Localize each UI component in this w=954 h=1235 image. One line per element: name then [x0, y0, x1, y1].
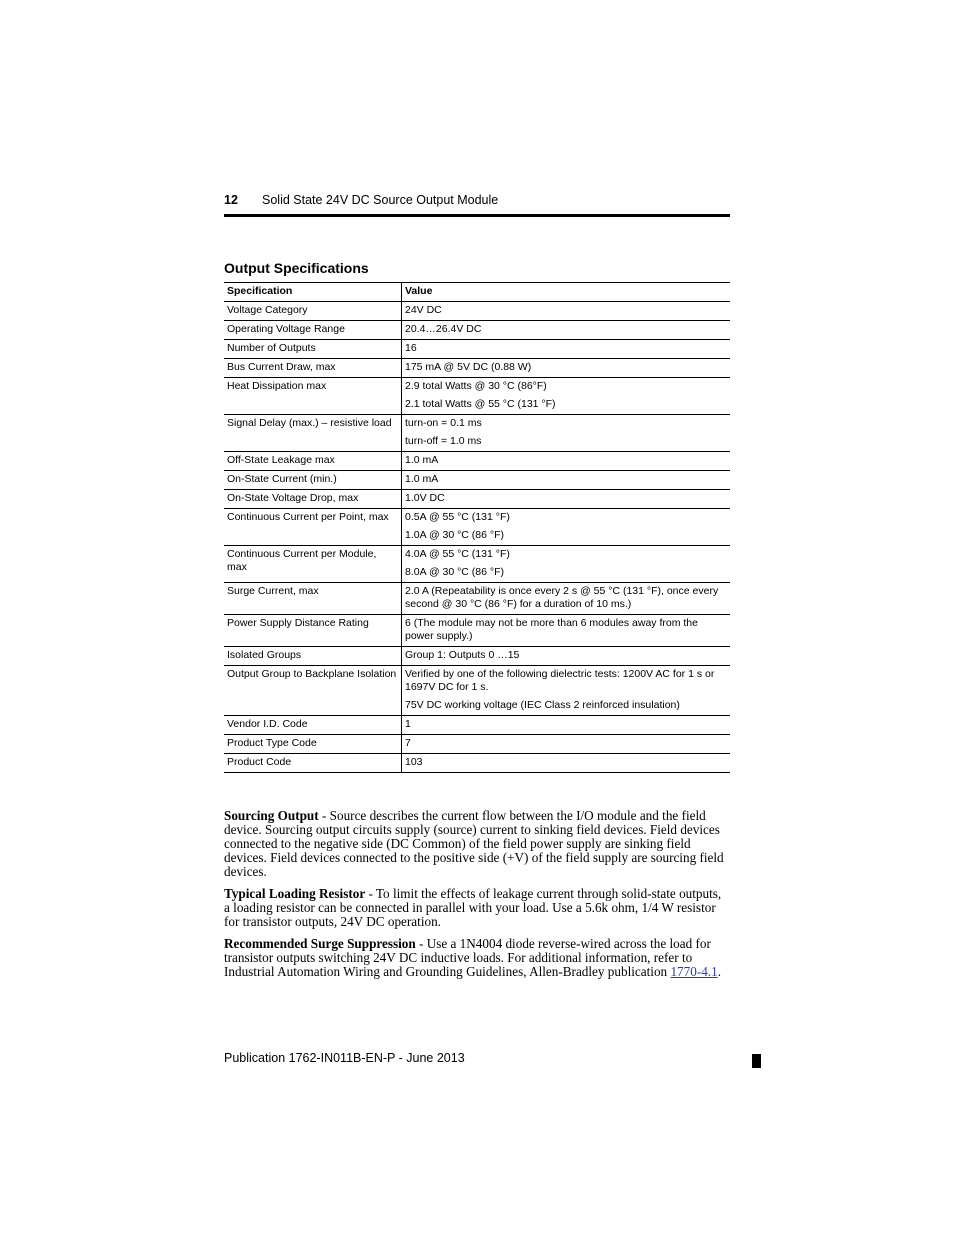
spec-value-line: Verified by one of the following dielectric tests: 1200V AC for 1 s or 1697V DC for 1 s. — [405, 668, 715, 693]
spec-name-cell: Bus Current Draw, max — [224, 359, 402, 378]
spec-value-cell — [402, 415, 731, 452]
table-row — [224, 452, 730, 471]
spec-name-cell: Power Supply Distance Rating — [224, 615, 402, 647]
spec-name-cell: Off-State Leakage max — [224, 452, 402, 471]
spec-name-cell: Output Group to Backplane Isolation — [224, 666, 402, 716]
spec-value-cell — [402, 471, 731, 490]
spec-value-cell — [402, 735, 731, 754]
publication-link[interactable]: 1770-4.1 — [670, 964, 718, 979]
spec-value-line: 1 — [405, 718, 411, 730]
surge-suppression-paragraph — [224, 937, 730, 979]
spec-name-cell: Continuous Current per Point, max — [224, 509, 402, 546]
spec-name-cell: Isolated Groups — [224, 647, 402, 666]
spec-value-line: 2.1 total Watts @ 55 °C (131 °F) — [405, 398, 556, 410]
spec-value-line: 4.0A @ 55 °C (131 °F) — [405, 548, 510, 560]
spec-value-cell — [402, 302, 731, 321]
spec-name-cell: On-State Current (min.) — [224, 471, 402, 490]
spec-value-line: 20.4…26.4V DC — [405, 323, 482, 335]
column-header-value: Value — [402, 283, 731, 302]
spec-value-cell — [402, 490, 731, 509]
spec-value-line: 8.0A @ 30 °C (86 °F) — [405, 566, 505, 578]
spec-value-line: 1.0 mA — [405, 473, 439, 485]
body-text — [224, 809, 730, 987]
table-row — [224, 509, 730, 546]
spec-name-cell: On-State Voltage Drop, max — [224, 490, 402, 509]
specifications-table — [224, 282, 730, 773]
header-title: Solid State 24V DC Source Output Module — [262, 193, 499, 207]
spec-value-cell — [402, 359, 731, 378]
table-row — [224, 735, 730, 754]
spec-value-cell — [402, 615, 731, 647]
spec-value-line: 1.0A @ 30 °C (86 °F) — [405, 529, 505, 541]
spec-value-line: 1.0 mA — [405, 454, 439, 466]
table-row — [224, 647, 730, 666]
table-row — [224, 583, 730, 615]
footer-publication: Publication 1762-IN011B-EN-P - June 2013 — [224, 1051, 465, 1065]
table-row — [224, 340, 730, 359]
table-row — [224, 754, 730, 773]
surge-suppression-end: . — [717, 964, 721, 979]
spec-value-line: 24V DC — [405, 304, 442, 316]
table-row — [224, 666, 730, 716]
table-row — [224, 359, 730, 378]
spec-value-line: 16 — [405, 342, 417, 354]
spec-value-line: turn-off = 1.0 ms — [405, 435, 482, 447]
spec-value-line: 0.5A @ 55 °C (131 °F) — [405, 511, 510, 523]
spec-name-cell: Operating Voltage Range — [224, 321, 402, 340]
spec-value-cell — [402, 378, 731, 415]
loading-resistor-text: - To limit the effects of leakage current through solid-state outputs, a loading resistor can be connected in parallel with your load. Use a 5.6k ohm, 1/4 W resistor for transistor outputs, 24V DC operation. — [224, 886, 722, 929]
spec-name-cell: Continuous Current per Module, max — [224, 546, 402, 583]
sourcing-output-paragraph — [224, 809, 730, 879]
table-row — [224, 615, 730, 647]
header-rule — [224, 214, 730, 217]
spec-name-cell: Product Code — [224, 754, 402, 773]
spec-value-cell — [402, 321, 731, 340]
spec-value-cell — [402, 716, 731, 735]
spec-value-line: turn-on = 0.1 ms — [405, 417, 482, 429]
spec-value-line: 2.9 total Watts @ 30 °C (86°F) — [405, 380, 547, 392]
spec-value-cell — [402, 583, 731, 615]
table-row — [224, 415, 730, 452]
surge-suppression-term: Recommended Surge Suppression — [224, 936, 416, 951]
spec-value-cell — [402, 452, 731, 471]
surge-suppression-text: - Use a 1N4004 diode reverse-wired across the load for transistor outputs switching 24V DC inductive loads. For additional information, refer to Industrial Automation Wiring and Grounding Guidelines, Allen-Bradley publication — [224, 936, 711, 979]
footer-mark — [752, 1054, 761, 1068]
spec-value-cell — [402, 666, 731, 716]
spec-value-cell — [402, 546, 731, 583]
spec-name-cell: Voltage Category — [224, 302, 402, 321]
table-row — [224, 546, 730, 583]
table-row — [224, 378, 730, 415]
table-row — [224, 716, 730, 735]
spec-name-cell: Surge Current, max — [224, 583, 402, 615]
spec-value-cell — [402, 509, 731, 546]
loading-resistor-paragraph — [224, 887, 730, 929]
spec-name-cell: Heat Dissipation max — [224, 378, 402, 415]
spec-value-line: 175 mA @ 5V DC (0.88 W) — [405, 361, 532, 373]
spec-value-line: 2.0 A (Repeatability is once every 2 s @ 55 °C (131 °F), once every second @ 30 °C (86 °F) for a duration of 10 ms.) — [405, 585, 719, 610]
spec-value-line: 75V DC working voltage (IEC Class 2 reinforced insulation) — [405, 699, 680, 711]
spec-value-cell — [402, 647, 731, 666]
page-number: 12 — [224, 193, 238, 207]
table-row — [224, 302, 730, 321]
table-body — [224, 302, 730, 773]
table-row — [224, 471, 730, 490]
spec-value-line: 7 — [405, 737, 411, 749]
spec-name-cell: Signal Delay (max.) – resistive load — [224, 415, 402, 452]
section-title: Output Specifications — [224, 260, 369, 276]
table-row — [224, 321, 730, 340]
loading-resistor-term: Typical Loading Resistor — [224, 886, 366, 901]
column-header-specification: Specification — [224, 283, 402, 302]
spec-name-cell: Product Type Code — [224, 735, 402, 754]
spec-value-cell — [402, 754, 731, 773]
page-header — [224, 192, 730, 208]
table-row — [224, 490, 730, 509]
spec-value-line: Group 1: Outputs 0 …15 — [405, 649, 520, 661]
spec-name-cell: Vendor I.D. Code — [224, 716, 402, 735]
table-header-row — [224, 283, 730, 302]
spec-value-cell — [402, 340, 731, 359]
spec-value-line: 6 (The module may not be more than 6 modules away from the power supply.) — [405, 617, 698, 642]
spec-value-line: 103 — [405, 756, 423, 768]
spec-value-line: 1.0V DC — [405, 492, 445, 504]
sourcing-output-term: Sourcing Output — [224, 808, 319, 823]
spec-name-cell: Number of Outputs — [224, 340, 402, 359]
sourcing-output-text: - Source describes the current flow between the I/O module and the field device. Sourcing output circuits supply (source) current to sinking field devices. Field devices connected to the negative side (DC Common) of the field power supply are sinking field devices. Field devices connected to the positive side (+V) of the field supply are sourcing field devices. — [224, 808, 724, 879]
